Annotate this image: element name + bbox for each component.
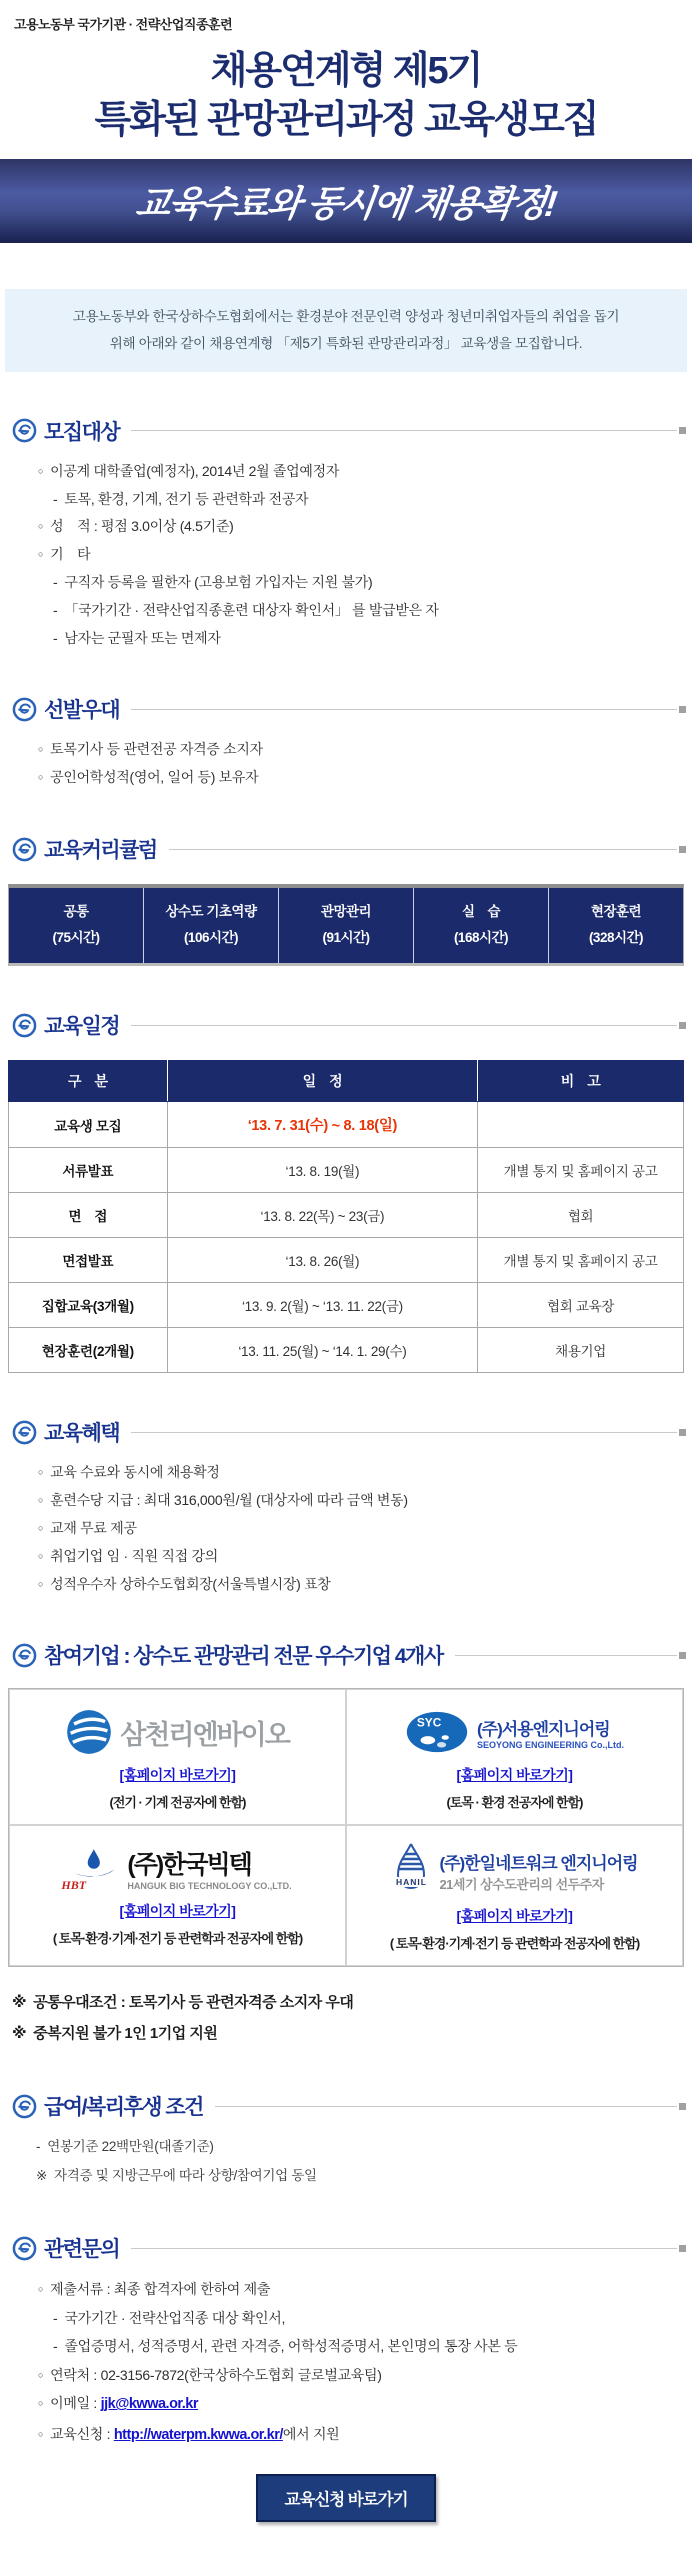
section-title: 선발우대 — [44, 699, 120, 723]
section-divider — [131, 1025, 677, 1026]
list-item-text: 성 적 : 평점 3.0이상 (4.5기준) — [50, 518, 234, 535]
list-item-text: 성적우수자 상하수도협회장(서울특별시장) 표창 — [50, 1575, 331, 1592]
bullet-icon: ○ — [38, 2369, 44, 2380]
schedule-note: 채용기업 — [478, 1328, 684, 1373]
schedule-header-row — [9, 1061, 684, 1102]
section-title: 교육혜택 — [44, 1422, 120, 1446]
section-preference — [0, 694, 692, 790]
list-item-text: 취업기업 임 · 직원 직접 강의 — [50, 1547, 218, 1564]
section-divider-end — [679, 1429, 686, 1436]
section-header — [0, 834, 692, 864]
section-title: 교육일정 — [44, 1015, 120, 1039]
section-header — [0, 1640, 692, 1670]
table-row — [9, 1102, 684, 1148]
section-divider — [215, 2106, 677, 2107]
list-item — [38, 2363, 692, 2388]
contact-suffix: 에서 지원 — [282, 2425, 340, 2442]
curriculum-cell — [9, 888, 144, 963]
salary-list — [36, 2135, 692, 2189]
schedule-date: ‘13. 9. 2(월) ~ ‘13. 11. 22(금) — [167, 1283, 478, 1328]
bullet-icon: ○ — [38, 1495, 44, 1506]
list-item — [38, 627, 692, 651]
list-item-text: 기 타 — [50, 546, 91, 563]
section-header — [0, 2233, 692, 2263]
bullet-icon: ○ — [38, 2284, 44, 2295]
company-card-hanguk-bigtech — [9, 1825, 346, 1966]
company-card-seoyong — [346, 1689, 683, 1825]
section-divider — [169, 849, 677, 850]
section-salary — [0, 2091, 692, 2189]
schedule-date: ‘13. 8. 19(월) — [167, 1148, 478, 1193]
kwwa-swirl-icon — [12, 1013, 37, 1038]
section-curriculum — [0, 834, 692, 966]
list-item-text: 토목, 환경, 기계, 전기 등 관련학과 전공자 — [64, 490, 309, 507]
list-item — [38, 1517, 692, 1541]
list-item — [38, 2306, 692, 2331]
dash-icon: - — [53, 2338, 58, 2355]
list-item — [38, 515, 692, 539]
list-item — [38, 488, 692, 512]
table-row — [9, 1148, 684, 1193]
section-header — [0, 1010, 692, 1040]
schedule-note — [478, 1102, 684, 1148]
company-name: (주)한일네트워크 엔지니어링 — [439, 1853, 638, 1873]
hero-banner — [0, 159, 692, 243]
company-note: ( 토목·환경·기계·전기 등 관련학과 전공자에 한함) — [52, 1931, 303, 1947]
homepage-link[interactable]: [홈페이지 바로가기] — [119, 1903, 236, 1920]
page-title-line1: 채용연계형 제5기 — [210, 50, 482, 92]
samchully-logo — [14, 1706, 341, 1758]
company-subtitle: 21세기 상수도관리의 선두주자 — [439, 1876, 604, 1892]
email-link[interactable]: jjk@kwwa.or.kr — [100, 2396, 199, 2413]
kwwa-swirl-icon — [12, 1643, 37, 1668]
kwwa-swirl-icon — [12, 837, 37, 862]
agency-label: 고용노동부 국가기관 · 전략산업직종훈련 — [14, 17, 233, 32]
list-item — [38, 599, 692, 623]
list-item-text: 남자는 군필자 또는 면제자 — [64, 629, 221, 646]
table-row — [9, 1328, 684, 1373]
list-item-text: 연락처 : 02-3156-7872(한국상하수도협회 글로벌교육팀) — [50, 2366, 382, 2383]
curriculum-hours: (328시간) — [588, 929, 644, 945]
contact-label: 교육신청 : — [50, 2425, 114, 2442]
section-schedule — [0, 1010, 692, 1373]
list-item — [38, 1545, 692, 1569]
section-divider-end — [679, 1652, 686, 1659]
curriculum-name: 관망관리 — [320, 904, 372, 920]
schedule-category: 교육생 모집 — [9, 1102, 168, 1148]
bullet-icon: ○ — [38, 2398, 44, 2409]
schedule-date: ‘13. 8. 22(목) ~ 23(금) — [167, 1193, 478, 1238]
star-icon: ※ — [12, 1994, 27, 2012]
section-divider-end — [679, 846, 686, 853]
company-note: (토목 · 환경 전공자에 한함) — [446, 1795, 583, 1811]
list-item — [38, 1461, 692, 1485]
section-divider — [131, 430, 677, 431]
bullet-icon: ○ — [38, 1467, 44, 1478]
list-item-text: 졸업증명서, 성적증명서, 관련 자격증, 어학성적증명서, 본인명의 통장 사본 등 — [64, 2338, 518, 2355]
curriculum-table — [8, 884, 684, 966]
list-item — [38, 571, 692, 595]
section-divider — [131, 709, 677, 710]
list-item-text: 「국가기간 · 전략산업직종훈련 대상자 확인서」 를 발급받은 자 — [64, 601, 439, 618]
star-note — [12, 2020, 692, 2047]
target-list — [38, 460, 692, 651]
schedule-date: ‘13. 8. 26(월) — [167, 1238, 478, 1283]
curriculum-name: 상수도 기초역량 — [165, 904, 257, 920]
schedule-date-highlight: ‘13. 7. 31(수) ~ 8. 18(일) — [167, 1102, 478, 1148]
section-title: 관련문의 — [44, 2238, 120, 2262]
bullet-icon: ○ — [38, 1578, 44, 1589]
company-note: ( 토목·환경·기계·전기 등 관련학과 전공자에 한함) — [389, 1936, 640, 1952]
schedule-note: 개별 통지 및 홈페이지 공고 — [478, 1148, 684, 1193]
list-item-text: 제출서류 : 최종 합격자에 한하여 제출 — [50, 2281, 271, 2298]
curriculum-cell — [414, 888, 549, 963]
bullet-icon: ○ — [38, 744, 44, 755]
section-divider-end — [679, 1022, 686, 1029]
bullet-icon: ○ — [38, 2428, 44, 2439]
samchully-globe-icon — [66, 1709, 112, 1755]
curriculum-name: 현장훈련 — [590, 904, 642, 920]
dash-icon: - — [36, 2139, 41, 2155]
section-title: 교육커리큘럼 — [44, 839, 157, 863]
list-item-text: 공인어학성적(영어, 일어 등) 보유자 — [50, 769, 259, 786]
curriculum-cell — [279, 888, 414, 963]
bullet-icon: ○ — [38, 521, 44, 532]
curriculum-hours: (91시간) — [322, 929, 370, 945]
section-divider-end — [679, 706, 686, 713]
section-divider — [131, 1432, 677, 1433]
schedule-category: 서류발표 — [9, 1148, 168, 1193]
star-icon: ※ — [12, 2025, 27, 2043]
table-row — [9, 1283, 684, 1328]
homepage-link[interactable]: [홈페이지 바로가기] — [456, 1908, 573, 1925]
schedule-col-date: 일 정 — [167, 1061, 478, 1102]
hbt-logo-row — [14, 1842, 341, 1894]
list-item — [38, 2277, 692, 2302]
company-star-notes — [12, 1989, 692, 2047]
hbt-logo — [63, 1846, 119, 1891]
page-title-line2: 특화된 관망관리과정 교육생모집 — [94, 98, 598, 141]
hanil-logo — [391, 1842, 431, 1899]
company-grid — [8, 1688, 684, 1967]
section-title: 모집대상 — [44, 420, 120, 444]
kwwa-swirl-icon — [12, 2094, 37, 2119]
schedule-col-note: 비 고 — [478, 1061, 684, 1102]
curriculum-cell — [549, 888, 683, 963]
curriculum-name: 공통 — [63, 904, 89, 920]
homepage-link[interactable]: [홈페이지 바로가기] — [456, 1767, 573, 1784]
schedule-category: 집합교육(3개월) — [9, 1283, 168, 1328]
section-title: 급여/복리후생 조건 — [44, 2096, 203, 2120]
schedule-col-category: 구 분 — [9, 1061, 168, 1102]
curriculum-name: 실 습 — [461, 904, 501, 920]
list-item — [38, 1573, 692, 1597]
company-logo-text: 삼천리엔바이오 — [120, 1719, 289, 1750]
company-name: (주)서용엔지니어링 — [476, 1719, 610, 1739]
schedule-date: ‘13. 11. 25(월) ~ ‘14. 1. 29(수) — [167, 1328, 478, 1373]
list-item-text: 교재 무료 제공 — [50, 1519, 137, 1536]
star-note — [12, 1989, 692, 2016]
hanil-badge-text: HANIL — [395, 1877, 427, 1888]
list-item — [36, 2164, 692, 2189]
kwwa-swirl-icon — [12, 418, 37, 443]
list-item-text: 구직자 등록을 필한자 (고용보험 가입자는 지원 불가) — [64, 574, 373, 591]
dash-icon: - — [53, 2309, 58, 2326]
list-item-text: 국가기간 · 전략산업직종 대상 확인서, — [64, 2309, 286, 2326]
schedule-note: 협회 교육장 — [478, 1283, 684, 1328]
section-divider — [455, 1655, 677, 1656]
star-icon: ※ — [36, 2168, 48, 2184]
list-item — [38, 2422, 692, 2448]
schedule-category: 면 접 — [9, 1193, 168, 1238]
company-name: (주)한국빅텍 — [127, 1851, 251, 1880]
kwwa-swirl-icon — [12, 1420, 37, 1445]
section-target — [0, 416, 692, 651]
list-item — [38, 766, 692, 790]
dash-icon: - — [53, 629, 58, 646]
list-item-text: 연봉기준 22백만원(대졸기준) — [47, 2139, 214, 2155]
company-subtitle: SEOYONG ENGINEERING Co.,Ltd. — [476, 1739, 624, 1750]
section-divider-end — [679, 2103, 686, 2110]
list-item — [38, 460, 692, 484]
table-row — [9, 1238, 684, 1283]
list-item — [38, 738, 692, 762]
dash-icon: - — [53, 601, 58, 618]
seoyong-logo — [351, 1706, 678, 1758]
kwwa-swirl-icon — [12, 697, 37, 722]
dash-icon: - — [53, 490, 58, 507]
list-item — [38, 2391, 692, 2417]
schedule-table — [8, 1060, 684, 1373]
star-note-text: 공통우대조건 : 토목기사 등 관련자격증 소지자 우대 — [33, 1994, 354, 2012]
dash-icon: - — [53, 574, 58, 591]
schedule-note: 협회 — [478, 1193, 684, 1238]
contact-label: 이메일 : — [50, 2395, 101, 2412]
section-companies — [0, 1640, 692, 2047]
list-item — [38, 543, 692, 567]
section-contact — [0, 2233, 692, 2448]
intro-line1: 고용노동부와 한국상하수도협회에서는 환경분야 전문인력 양성과 청년미취업자들의 취업을 돕기 — [72, 309, 620, 325]
bullet-icon: ○ — [38, 1522, 44, 1533]
bullet-icon: ○ — [38, 1550, 44, 1561]
benefits-list — [38, 1461, 692, 1596]
star-note-text: 중복지원 불가 1인 1기업 지원 — [33, 2025, 218, 2043]
preference-list — [38, 738, 692, 790]
section-divider — [131, 2248, 677, 2249]
company-subtitle: HANGUK BIG TECHNOLOGY CO.,LTD. — [127, 1881, 292, 1892]
apply-button-area — [0, 2474, 692, 2522]
syc-badge-text: SYC — [416, 1715, 442, 1730]
section-header — [0, 694, 692, 724]
table-row — [9, 1193, 684, 1238]
company-card-samchully — [9, 1689, 346, 1825]
company-note: (전기 · 기계 전공자에 한함) — [109, 1795, 246, 1811]
apply-url-link[interactable]: http://waterpm.kwwa.or.kr/ — [113, 2426, 283, 2443]
company-card-hanil — [346, 1825, 683, 1966]
homepage-link[interactable]: [홈페이지 바로가기] — [119, 1767, 236, 1784]
bullet-icon: ○ — [38, 465, 44, 476]
schedule-note: 개별 통지 및 홈페이지 공고 — [478, 1238, 684, 1283]
section-title: 참여기업 : 상수도 관망관리 전문 우수기업 4개사 — [44, 1645, 443, 1669]
list-item-text: 교육 수료와 동시에 채용확정 — [50, 1464, 220, 1481]
schedule-category: 현장훈련(2개월) — [9, 1328, 168, 1373]
section-header — [0, 1417, 692, 1447]
section-header — [0, 2091, 692, 2121]
hbt-badge-text: HBT — [61, 1877, 87, 1892]
section-benefits — [0, 1417, 692, 1596]
syc-badge-icon — [405, 1709, 469, 1755]
curriculum-cell — [144, 888, 279, 963]
bullet-icon: ○ — [38, 549, 44, 560]
curriculum-hours: (106시간) — [183, 929, 239, 945]
intro-line2: 위해 아래와 같이 채용연계형 「제5기 특화된 관망관리과정」 교육생을 모집합니다. — [109, 335, 583, 351]
list-item — [36, 2135, 692, 2160]
schedule-category: 면접발표 — [9, 1238, 168, 1283]
kwwa-swirl-icon — [12, 2236, 37, 2261]
curriculum-hours: (168시간) — [453, 929, 509, 945]
section-divider-end — [679, 2245, 686, 2252]
intro-box — [5, 289, 687, 372]
curriculum-hours: (75시간) — [52, 929, 100, 945]
apply-button[interactable]: 교육신청 바로가기 — [256, 2474, 435, 2522]
list-item — [38, 2334, 692, 2359]
page-title — [6, 47, 686, 144]
hanil-logo-row — [351, 1842, 678, 1899]
section-divider-end — [679, 427, 686, 434]
list-item-text: 토목기사 등 관련전공 자격증 소지자 — [50, 741, 263, 758]
list-item-text: 이공계 대학졸업(예정자), 2014년 2월 졸업예정자 — [50, 462, 340, 479]
list-item-text: 훈련수당 지급 : 최대 316,000원/월 (대상자에 따라 금액 변동) — [50, 1492, 408, 1509]
bullet-icon: ○ — [38, 772, 44, 783]
contact-list — [38, 2277, 692, 2448]
hero-banner-text: 교육수료와 동시에 채용확정! — [133, 182, 558, 224]
section-header — [0, 416, 692, 446]
list-item — [38, 1489, 692, 1513]
list-item-text: 자격증 및 지방근무에 따라 상향/참여기업 동일 — [54, 2168, 317, 2184]
